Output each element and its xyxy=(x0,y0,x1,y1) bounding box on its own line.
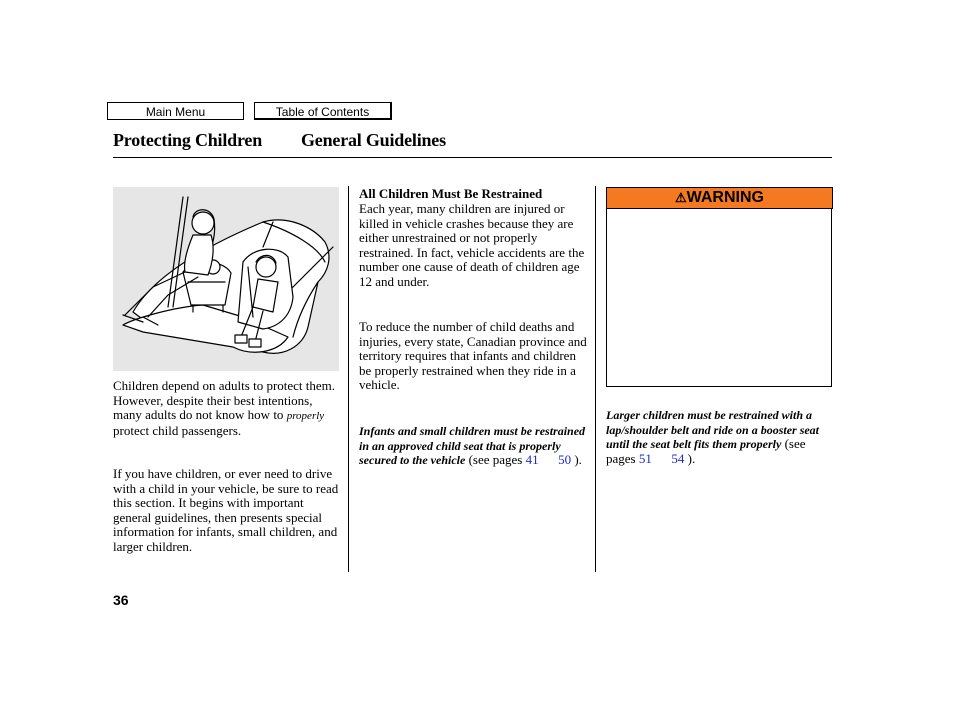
table-of-contents-button[interactable]: Table of Contents xyxy=(254,102,392,120)
subheading: All Children Must Be Restrained xyxy=(359,186,543,201)
warning-triangle-icon: ⚠ xyxy=(675,190,687,205)
page-link-54[interactable]: 54 xyxy=(671,450,685,466)
intro-paragraph: Children depend on adults to protect them. However, despite their best intentions, many adults do not know how to properly protect child passengers. xyxy=(113,378,336,438)
page-number: 36 xyxy=(113,592,129,608)
page-link-41[interactable]: 41 xyxy=(525,452,539,468)
body-paragraph: To reduce the number of child deaths and injuries, every state, Canadian province and territory requires that infants and children be properly restrained when they ride in a vehicle. xyxy=(359,319,587,393)
column-divider xyxy=(348,186,349,572)
warning-box xyxy=(606,209,832,387)
body-paragraph: Each year, many children are injured or killed in vehicle crashes because they are either unrestrained or not properly restrained. In fact, vehicle accidents are the number one cause of death of children age 12 and under. xyxy=(359,201,585,289)
section-title: Protecting Children xyxy=(113,130,263,150)
child-seat-illustration xyxy=(113,187,339,371)
main-menu-button[interactable]: Main Menu xyxy=(107,102,244,120)
warning-header: ⚠WARNING xyxy=(606,187,833,209)
topic-title: General Guidelines xyxy=(301,130,446,150)
emphasis-paragraph: Larger children must be restrained with a lap/shoulder belt and ride on a booster seat until the seat belt fits them properly (see pages 51 54 ). xyxy=(606,408,820,466)
emphasis-paragraph: Infants and small children must be restrained in an approved child seat that is properly secured to the vehicle (see pages 41 50 ). xyxy=(359,424,586,468)
page-link-50[interactable]: 50 xyxy=(558,452,572,468)
column-divider xyxy=(595,186,596,572)
body-paragraph: If you have children, or ever need to drive with a child in your vehicle, be sure to read this section. It begins with important general guidelines, then presents special information for infants, small children, and larger children. xyxy=(113,466,339,554)
page-link-51[interactable]: 51 xyxy=(638,450,652,466)
header-rule xyxy=(113,157,832,158)
